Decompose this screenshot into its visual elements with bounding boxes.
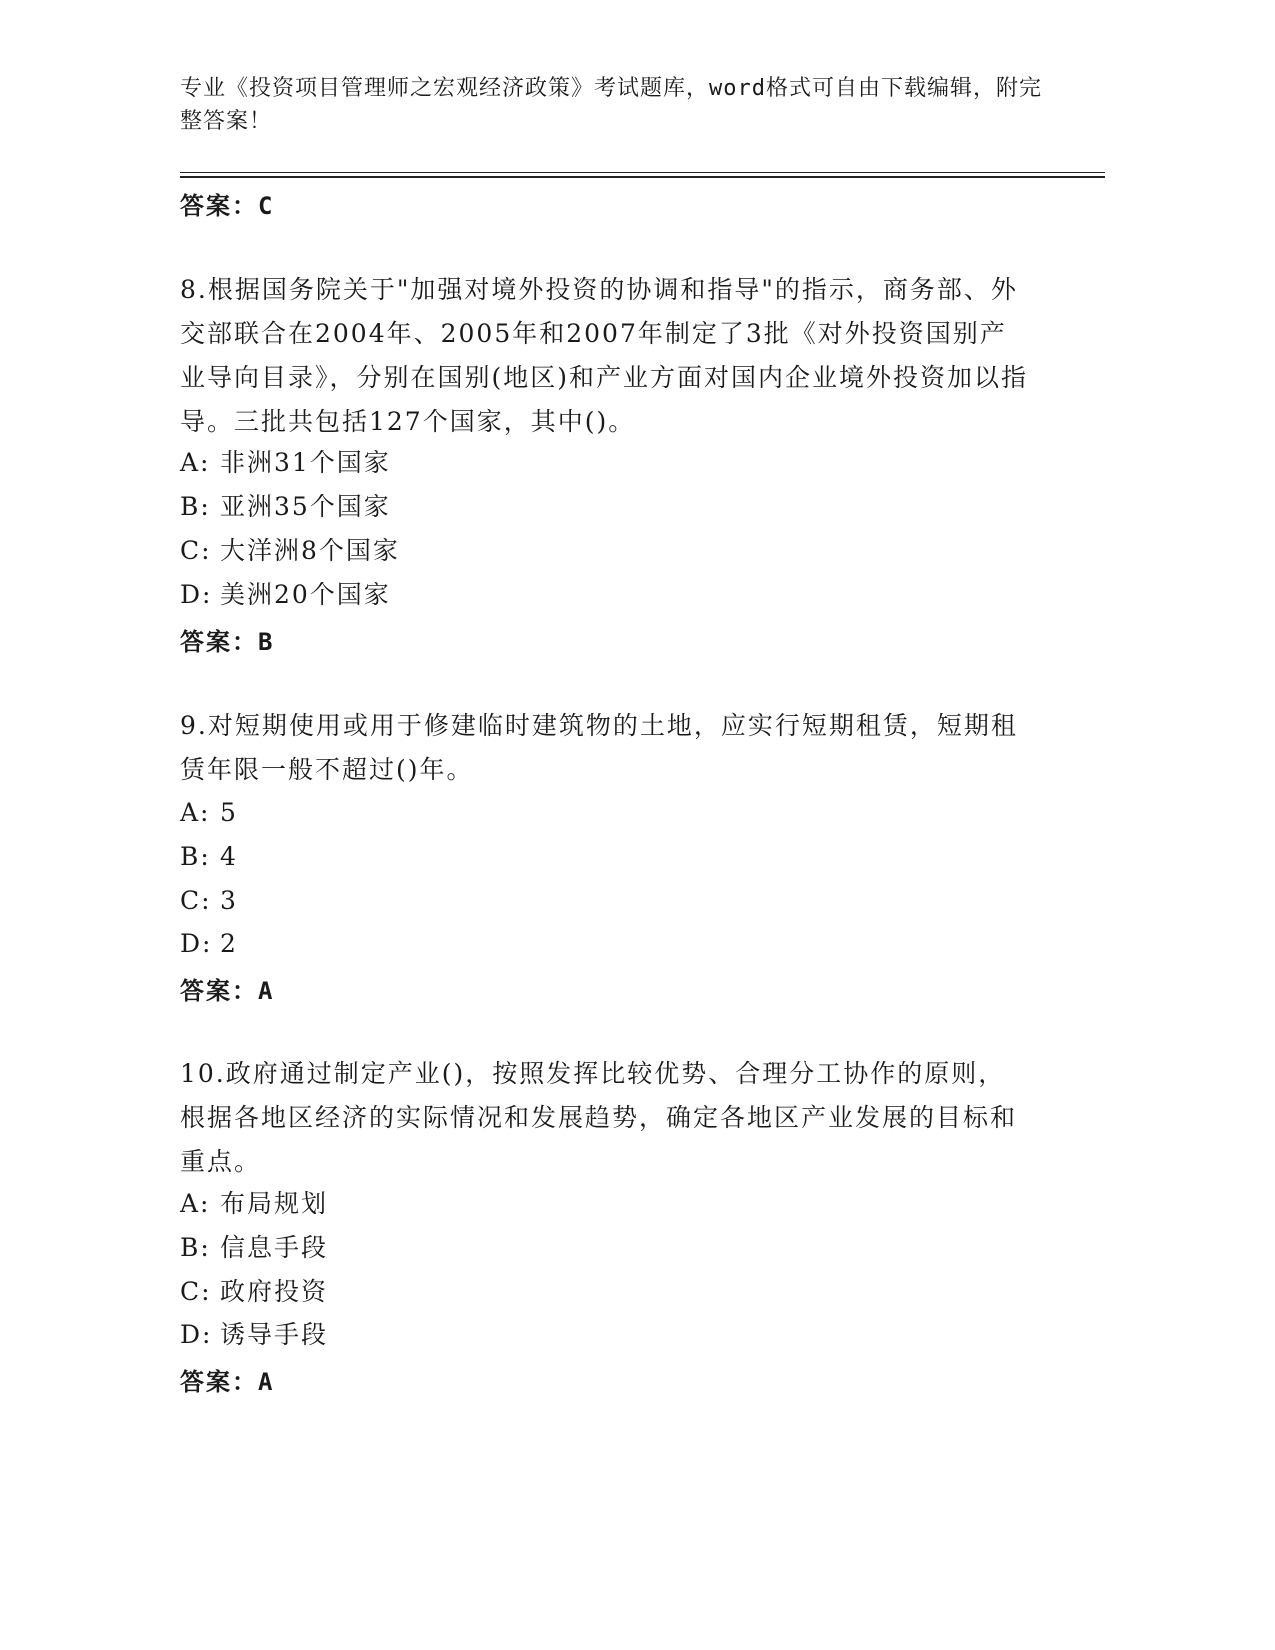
answer-value: B <box>258 628 275 656</box>
answer-label: 答案： <box>180 1368 258 1396</box>
option-letter: B: <box>180 842 211 871</box>
question-text: 9.对短期使用或用于修建临时建筑物的土地，应实行短期租赁，短期租赁年限一般不超过()年。 <box>180 711 1018 784</box>
question-text: 8.根据国务院关于"加强对境外投资的协调和指导"的指示，商务部、外交部联合在2004年、2005年和2007年制定了3批《对外投资国别产业导向目录》，分别在国别(地区)和产业方面对国内企业境外投资加以指导。三批共包括127个国家，其中()。 <box>180 275 1029 436</box>
document-header: 专业《投资项目管理师之宏观经济政策》考试题库，word格式可自由下载编辑，附完整答案！ <box>180 76 1042 134</box>
option-text: 诱导手段 <box>220 1320 329 1349</box>
answer-label: 答案： <box>180 628 258 656</box>
option-text: 非洲31个国家 <box>220 448 391 477</box>
option-text: 亚洲35个国家 <box>220 492 391 521</box>
option-c <box>180 1276 328 1308</box>
option-letter: A: <box>180 798 211 827</box>
option-letter: B: <box>180 492 211 521</box>
option-d <box>180 1319 328 1351</box>
answer-value: A <box>258 1368 275 1396</box>
prev-answer-line <box>180 186 274 221</box>
option-d <box>180 579 391 611</box>
option-a <box>180 447 391 479</box>
option-b <box>180 491 391 523</box>
question-text: 10.政府通过制定产业()，按照发挥比较优势、合理分工协作的原则，根据各地区经济的实际情况和发展趋势，确定各地区产业发展的目标和重点。 <box>180 1059 1018 1176</box>
header-rule-thin <box>180 172 1105 173</box>
option-text: 政府投资 <box>220 1277 329 1306</box>
option-letter: C: <box>180 1277 212 1306</box>
option-text: 4 <box>220 842 238 871</box>
option-c <box>180 535 400 567</box>
option-letter: D: <box>180 929 213 958</box>
option-b <box>180 1232 328 1264</box>
option-text: 信息手段 <box>220 1233 329 1262</box>
option-letter: C: <box>180 536 212 565</box>
option-letter: D: <box>180 1320 213 1349</box>
option-d <box>180 928 238 960</box>
option-text: 2 <box>220 929 238 958</box>
option-letter: C: <box>180 886 212 915</box>
option-letter: A: <box>180 448 211 477</box>
answer-label: 答案： <box>180 977 258 1005</box>
option-text: 大洋洲8个国家 <box>220 536 400 565</box>
answer-line <box>180 622 274 657</box>
option-letter: D: <box>180 580 213 609</box>
answer-value: C <box>258 192 275 220</box>
header-rule-thick <box>180 176 1105 178</box>
option-a <box>180 797 238 829</box>
answer-label: 答案： <box>180 192 258 220</box>
option-text: 美洲20个国家 <box>220 580 391 609</box>
option-letter: B: <box>180 1233 211 1262</box>
option-text: 5 <box>220 798 238 827</box>
answer-value: A <box>258 977 275 1005</box>
option-b <box>180 841 238 873</box>
option-text: 3 <box>220 886 238 915</box>
answer-line <box>180 971 274 1006</box>
answer-line <box>180 1362 274 1397</box>
option-text: 布局规划 <box>220 1189 329 1218</box>
option-c <box>180 885 238 917</box>
option-letter: A: <box>180 1189 211 1218</box>
option-a <box>180 1188 328 1220</box>
